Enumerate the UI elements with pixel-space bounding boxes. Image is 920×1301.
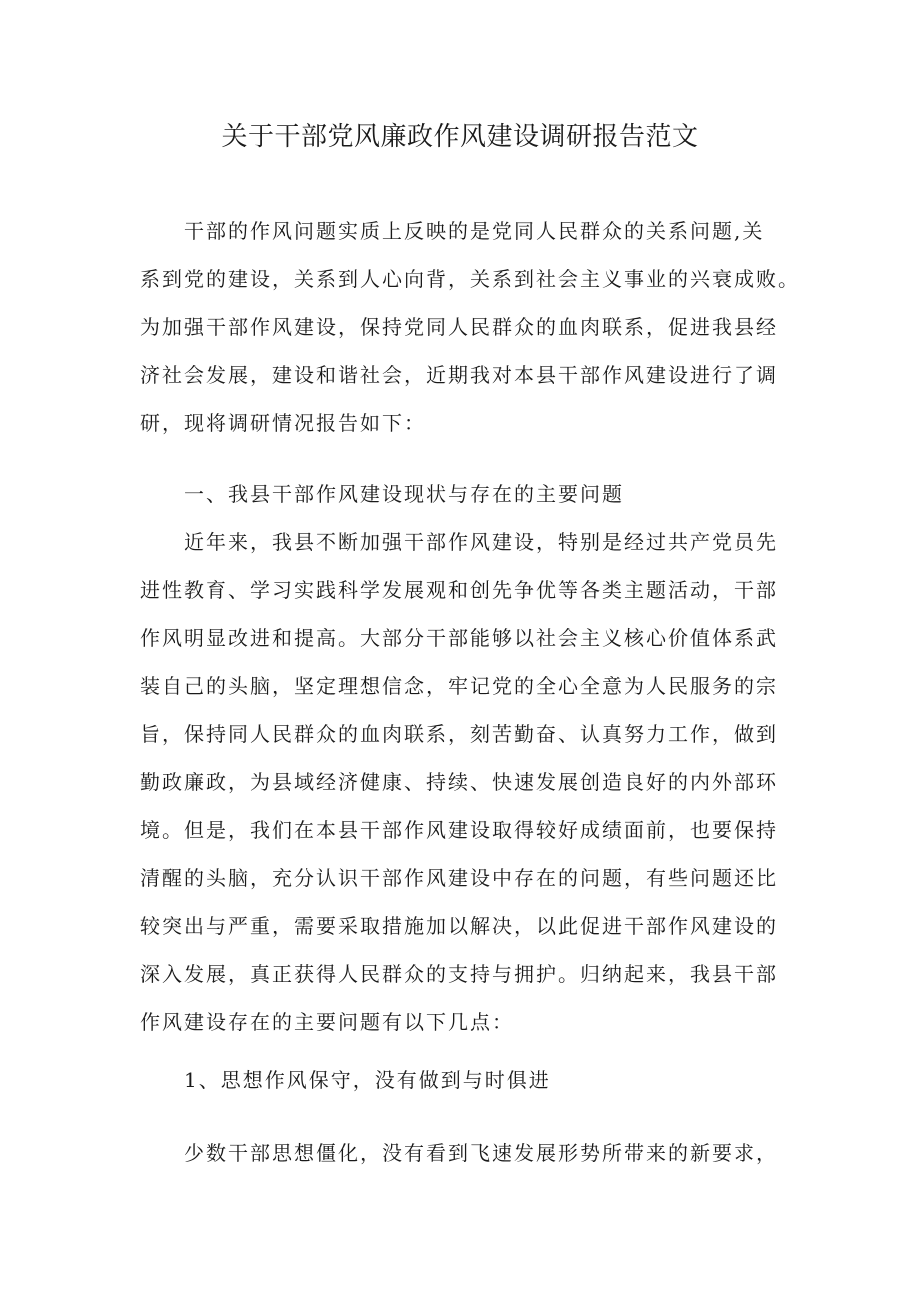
- paragraph-line: 旨，保持同人民群众的血肉联系，刻苦勤奋、认真努力工作，做到: [140, 722, 778, 746]
- document-title: 关于干部党风廉政作风建设调研报告范文: [221, 122, 699, 152]
- paragraph-line: 作风建设存在的主要问题有以下几点：: [140, 1010, 514, 1034]
- paragraph-line: 少数干部思想僵化，没有看到飞速发展形势所带来的新要求，: [184, 1141, 778, 1165]
- paragraph-line: 作风明显改进和提高。大部分干部能够以社会主义核心价值体系武: [140, 626, 778, 650]
- paragraph-line: 为加强干部作风建设，保持党同人民群众的血肉联系，促进我县经: [140, 315, 778, 339]
- paragraph-line: 济社会发展，建设和谐社会，近期我对本县干部作风建设进行了调: [140, 363, 778, 387]
- paragraph-line: 装自己的头脑，坚定理想信念，牢记党的全心全意为人民服务的宗: [140, 674, 778, 698]
- paragraph-line: 清醒的头脑，充分认识干部作风建设中存在的问题，有些问题还比: [140, 866, 778, 890]
- subsection-heading: 1、思想作风保守，没有做到与时俱进: [184, 1068, 551, 1092]
- paragraph-line: 系到党的建设，关系到人心向背，关系到社会主义事业的兴衰成败。: [140, 267, 800, 291]
- section-heading: 一、我县干部作风建设现状与存在的主要问题: [184, 482, 624, 506]
- paragraph-line: 深入发展，真正获得人民群众的支持与拥护。归纳起来，我县干部: [140, 962, 778, 986]
- paragraph-line: 勤政廉政，为县域经济健康、持续、快速发展创造良好的内外部环: [140, 770, 778, 794]
- paragraph-line: 干部的作风问题实质上反映的是党同人民群众的关系问题,关: [184, 219, 765, 243]
- paragraph-line: 研，现将调研情况报告如下：: [140, 411, 426, 435]
- paragraph-line: 进性教育、学习实践科学发展观和创先争优等各类主题活动，干部: [140, 578, 778, 602]
- paragraph-line: 近年来，我县不断加强干部作风建设，特别是经过共产党员先: [184, 530, 778, 554]
- paragraph-line: 境。但是，我们在本县干部作风建设取得较好成绩面前，也要保持: [140, 818, 778, 842]
- paragraph-line: 较突出与严重，需要采取措施加以解决，以此促进干部作风建设的: [140, 914, 778, 938]
